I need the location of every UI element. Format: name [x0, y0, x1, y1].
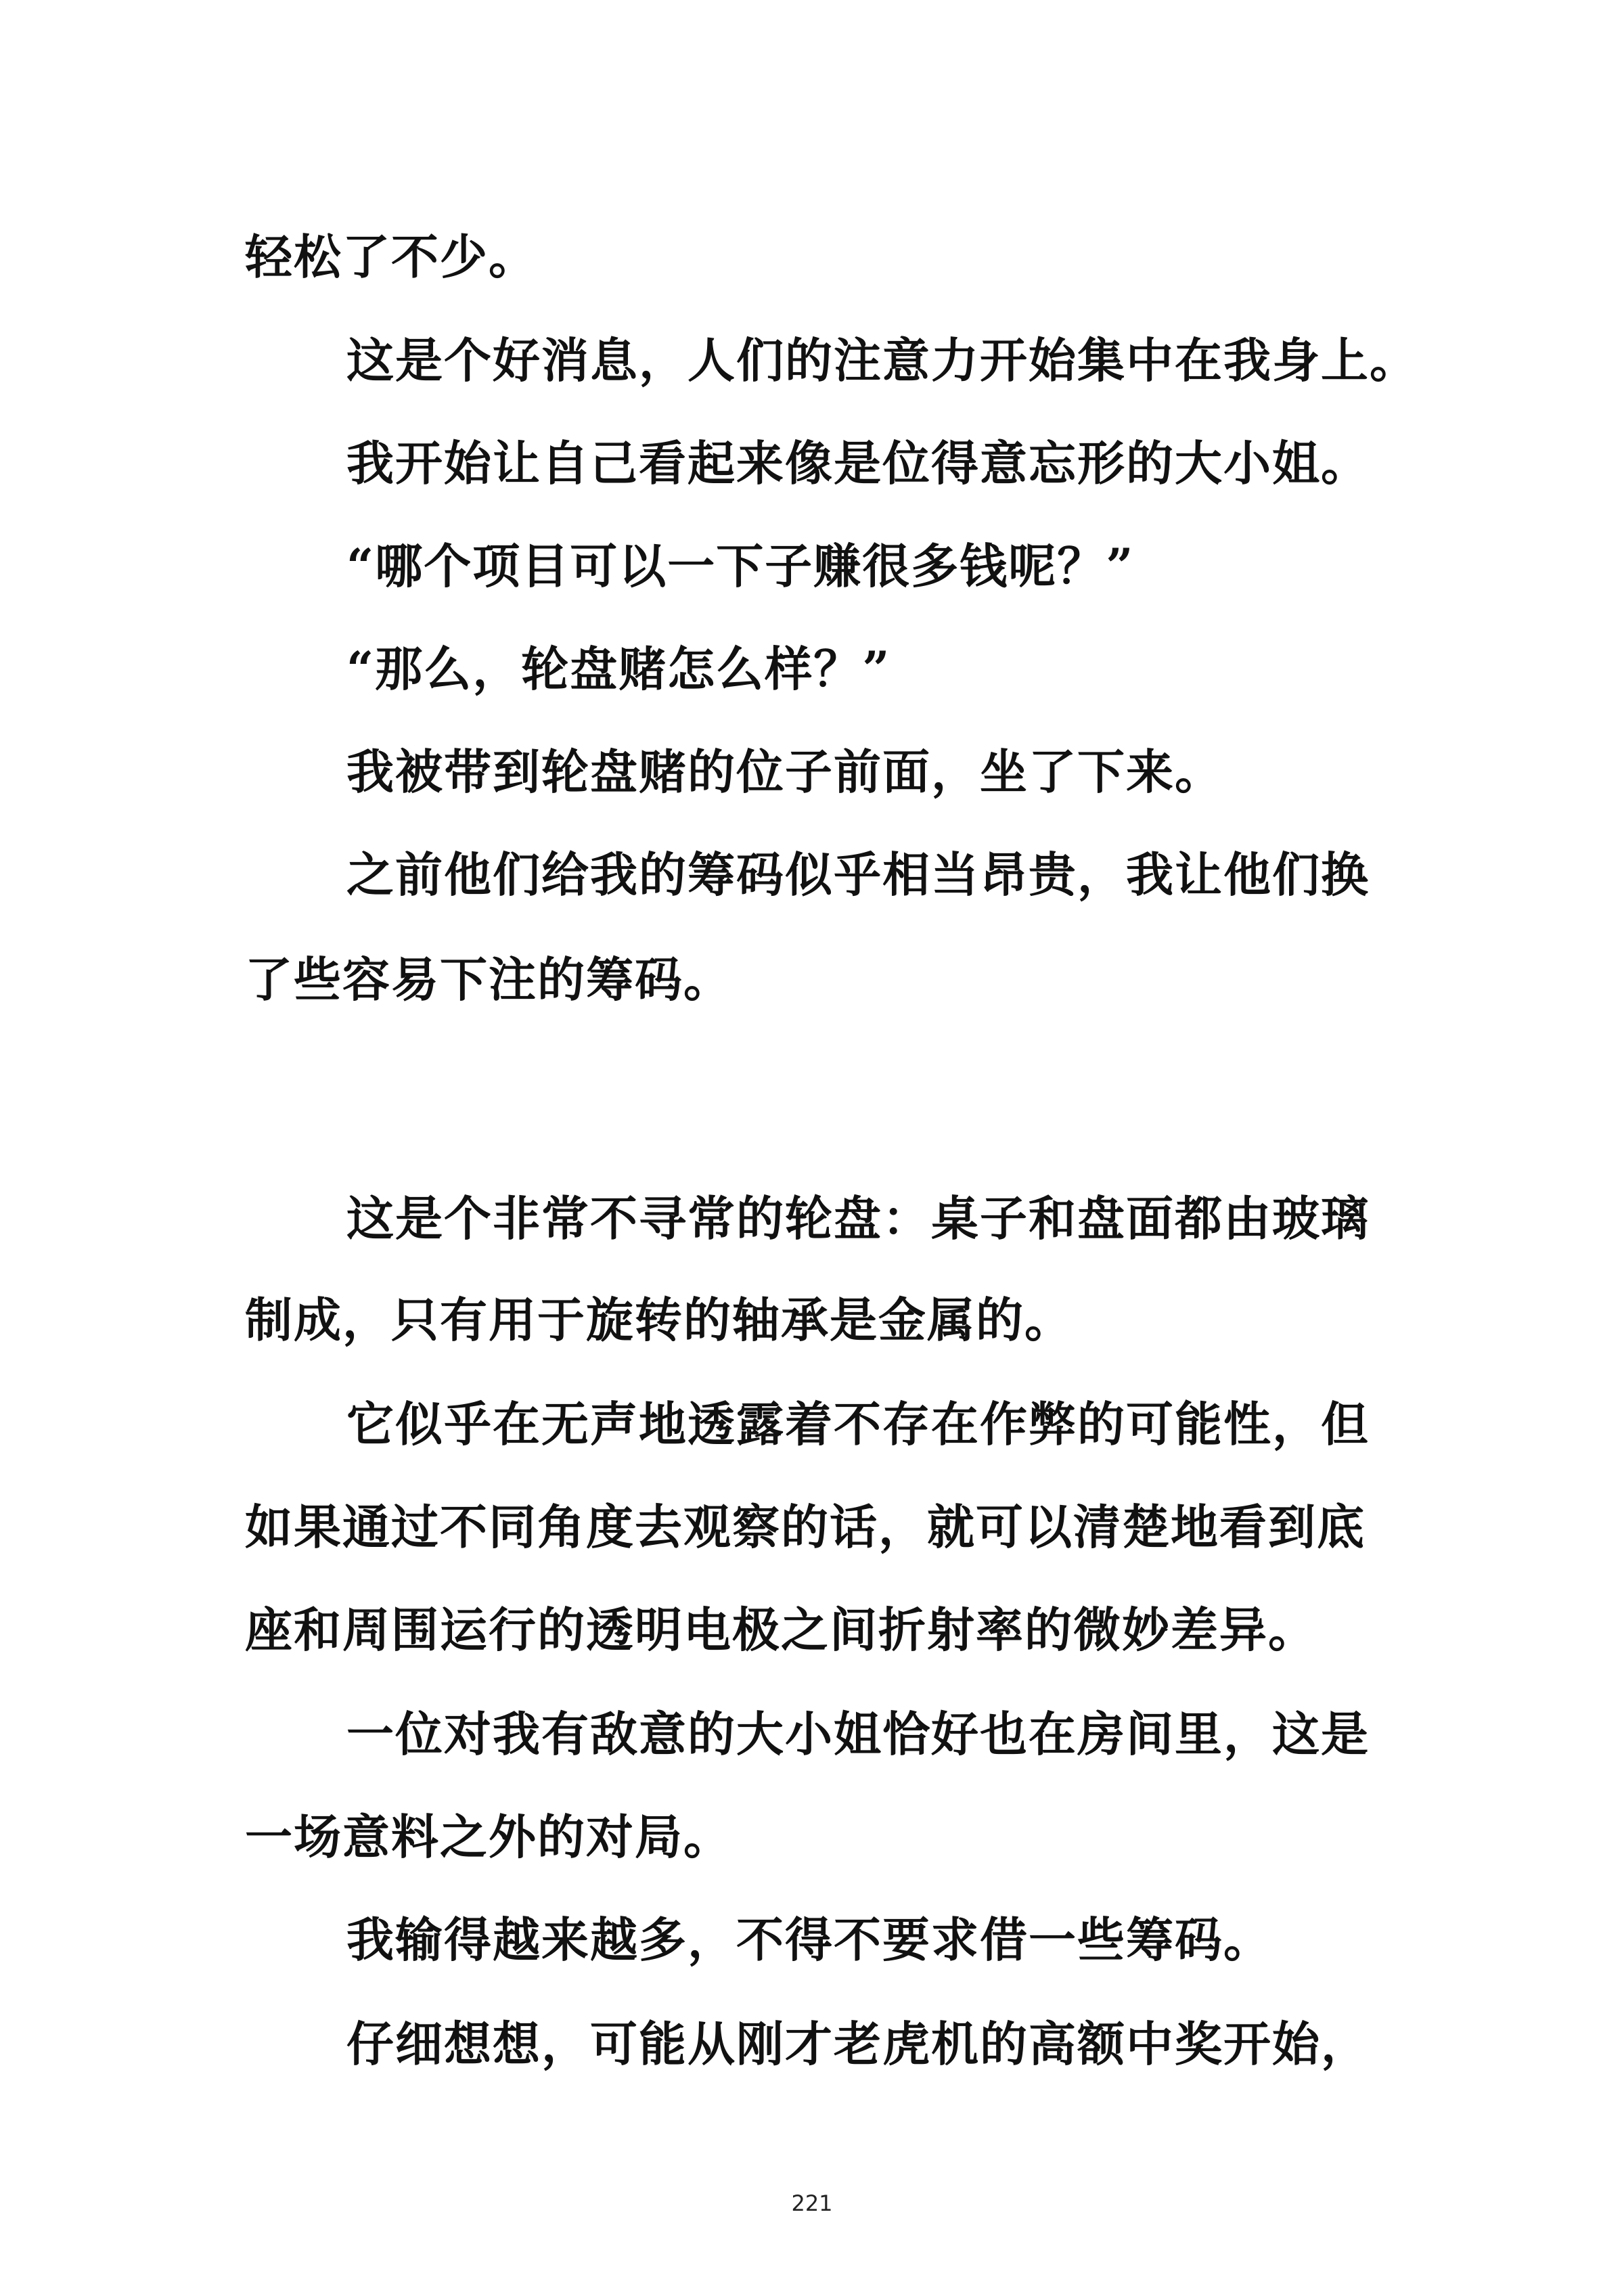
- text-line-5: “那么，轮盘赌怎么样？”: [346, 641, 891, 697]
- text-line-12: 如果通过不同角度去观察的话，就可以清楚地看到底: [245, 1499, 1366, 1555]
- text-line-17: 仔细想想，可能从刚才老虎机的高额中奖开始，: [346, 2016, 1370, 2072]
- text-line-3: 我开始让自己看起来像是位得意忘形的大小姐。: [346, 435, 1370, 491]
- text-line-14: 一位对我有敌意的大小姐恰好也在房间里，这是: [346, 1706, 1370, 1762]
- text-line-9: 这是个非常不寻常的轮盘：桌子和盘面都由玻璃: [346, 1190, 1370, 1246]
- page-number: 221: [791, 2190, 833, 2216]
- text-line-11: 它似乎在无声地透露着不存在作弊的可能性，但: [346, 1396, 1370, 1452]
- text-line-7: 之前他们给我的筹码似乎相当昂贵，我让他们换: [346, 847, 1370, 903]
- text-line-13: 座和周围运行的透明电极之间折射率的微妙差异。: [245, 1602, 1317, 1658]
- text-line-8: 了些容易下注的筹码。: [245, 951, 732, 1008]
- text-line-1: 轻松了不少。: [245, 229, 537, 285]
- text-line-6: 我被带到轮盘赌的位子前面，坐了下来。: [346, 744, 1223, 800]
- text-line-2: 这是个好消息，人们的注意力开始集中在我身上。: [346, 332, 1418, 388]
- text-line-10: 制成，只有用于旋转的轴承是金属的。: [245, 1292, 1073, 1348]
- text-line-15: 一场意料之外的对局。: [245, 1809, 732, 1865]
- text-line-4: “哪个项目可以一下子赚很多钱呢？”: [346, 538, 1135, 594]
- text-line-16: 我输得越来越多，不得不要求借一些筹码。: [346, 1912, 1272, 1968]
